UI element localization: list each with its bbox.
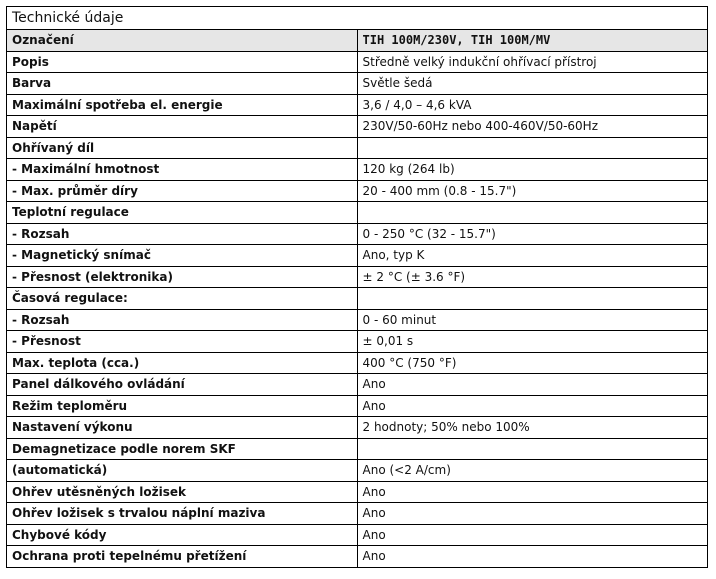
table-row [7,460,708,482]
row-label: Ohřev ložisek s trvalou náplní maziva [7,503,358,525]
row-label: Označení [7,30,358,52]
table-row [7,503,708,525]
row-value: Středně velký indukční ohřívací přístroj [357,51,708,73]
row-label: - Rozsah [7,223,358,245]
table-row [7,94,708,116]
row-label: Ohřev utěsněných ložisek [7,481,358,503]
row-label: Režim teploměru [7,395,358,417]
row-value [357,288,708,310]
table-row [7,374,708,396]
row-label: - Magnetický snímač [7,245,358,267]
table-row [7,546,708,568]
row-value: Světle šedá [357,73,708,95]
table-row [7,288,708,310]
table-row [7,395,708,417]
table-row [7,524,708,546]
row-value: 0 - 60 minut [357,309,708,331]
table-row [7,202,708,224]
table-row [7,352,708,374]
row-label: Časová regulace: [7,288,358,310]
row-label: - Přesnost (elektronika) [7,266,358,288]
table-row [7,73,708,95]
row-label: Napětí [7,116,358,138]
table-row [7,438,708,460]
table-row [7,417,708,439]
row-label: Barva [7,73,358,95]
row-value: ± 2 °C (± 3.6 °F) [357,266,708,288]
table-row [7,51,708,73]
row-label: (automatická) [7,460,358,482]
row-value: 230V/50-60Hz nebo 400-460V/50-60Hz [357,116,708,138]
row-label: Ochrana proti tepelnému přetížení [7,546,358,568]
row-value: 400 °C (750 °F) [357,352,708,374]
row-value [357,202,708,224]
row-label: Max. teplota (cca.) [7,352,358,374]
row-value: Ano (<2 A/cm) [357,460,708,482]
row-value: 120 kg (264 lb) [357,159,708,181]
row-label: - Max. průměr díry [7,180,358,202]
row-value: Ano [357,481,708,503]
row-label: Panel dálkového ovládání [7,374,358,396]
table-row [7,159,708,181]
row-value: Ano, typ K [357,245,708,267]
table-row [7,223,708,245]
row-value: ± 0,01 s [357,331,708,353]
row-label: - Maximální hmotnost [7,159,358,181]
row-label: - Přesnost [7,331,358,353]
row-value: 2 hodnoty; 50% nebo 100% [357,417,708,439]
row-value: 0 - 250 °C (32 - 15.7") [357,223,708,245]
row-label: Demagnetizace podle norem SKF [7,438,358,460]
row-value [357,137,708,159]
row-value: Ano [357,524,708,546]
row-value: 20 - 400 mm (0.8 - 15.7") [357,180,708,202]
specs-table-body [7,7,708,568]
table-row [7,481,708,503]
row-label: Chybové kódy [7,524,358,546]
specs-table [6,6,708,568]
row-label: Teplotní regulace [7,202,358,224]
table-row [7,331,708,353]
row-value: Ano [357,546,708,568]
row-label: Maximální spotřeba el. energie [7,94,358,116]
row-value [357,438,708,460]
table-title: Technické údaje [7,7,708,30]
table-row [7,266,708,288]
table-row [7,245,708,267]
row-value: TIH 100M/230V, TIH 100M/MV [357,30,708,52]
table-row [7,137,708,159]
table-row [7,180,708,202]
specs-table-container [6,6,708,568]
table-row [7,309,708,331]
row-value: Ano [357,503,708,525]
table-row [7,116,708,138]
row-value: Ano [357,395,708,417]
row-value: Ano [357,374,708,396]
row-label: Ohřívaný díl [7,137,358,159]
row-label: Nastavení výkonu [7,417,358,439]
row-label: Popis [7,51,358,73]
row-value: 3,6 / 4,0 – 4,6 kVA [357,94,708,116]
table-header-row [7,30,708,52]
table-title-row [7,7,708,30]
row-label: - Rozsah [7,309,358,331]
